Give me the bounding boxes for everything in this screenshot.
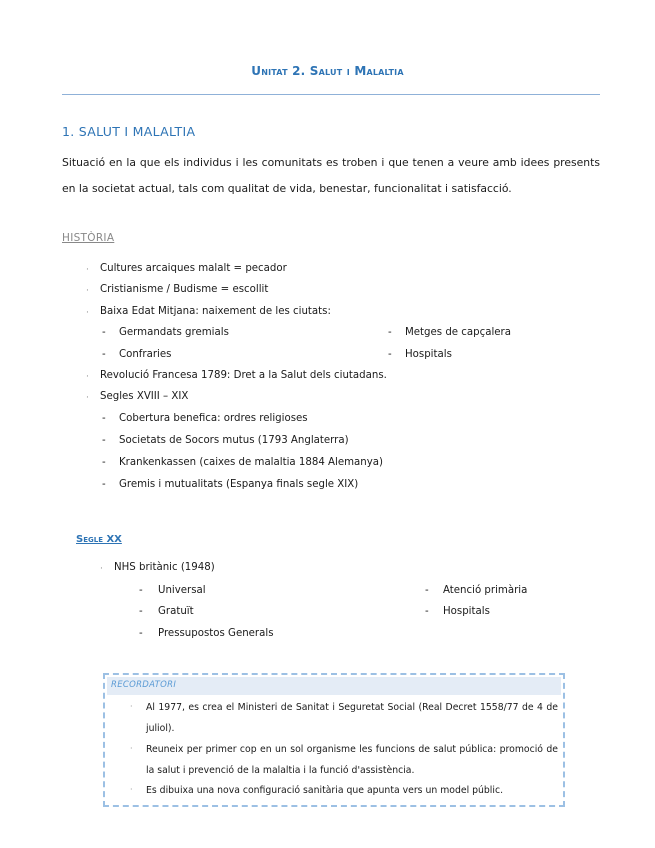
reminder-item: Es dibuixa una nova configuració sanitària que apunta vers un model públic. [146,785,504,796]
nhs-feature: Gratuït [158,606,194,617]
bullet-marker: · [86,393,89,403]
dash-marker: - [102,457,106,468]
reminder-item: Reuneix per primer cop en un sol organisme les funcions de salut pública: promoció de la salut i prevenció de la malaltia i la funció d'assistència. [146,744,558,776]
dash-marker: - [139,585,143,596]
reminder-header [103,677,565,695]
sub-item: Gremis i mutualitats (Espanya finals segle XIX) [119,479,359,490]
sub-item: Metges de capçalera [405,327,511,338]
history-item: Cultures arcaiques malalt = pecador [100,263,287,274]
bullet-marker: · [86,372,89,382]
section-heading: 1. SALUT I MALALTIA [62,124,196,139]
nhs-item: NHS britànic (1948) [114,562,215,573]
dash-marker: - [102,479,106,490]
sub-item: Societats de Socors mutus (1793 Anglaterra) [119,435,349,446]
dash-marker: - [139,628,143,639]
bullet-marker: · [130,702,133,711]
history-item: Baixa Edat Mitjana: naixement de les ciutats: [100,306,331,317]
history-item: Segles XVIII – XIX [100,391,189,402]
dash-marker: - [425,606,429,617]
dash-marker: - [425,585,429,596]
sub-item: Confraries [119,349,172,360]
bullet-marker: · [86,265,89,275]
dash-marker: - [102,413,106,424]
history-item: Cristianisme / Budisme = escollit [100,284,269,295]
segle-xx-heading: Segle XX [76,534,122,545]
nhs-feature: Pressupostos Generals [158,628,274,639]
dash-marker: - [102,435,106,446]
bullet-marker: · [86,286,89,296]
nhs-feature: Atenció primària [443,585,528,596]
dash-marker: - [388,349,392,360]
bullet-marker: · [100,564,103,574]
nhs-feature: Universal [158,585,206,596]
reminder-item: Al 1977, es crea el Ministeri de Sanitat i Seguretat Social (Real Decret 1558/77 de 4 de juliol). [146,702,558,734]
sub-item: Hospitals [405,349,452,360]
bullet-marker: · [130,744,133,753]
dash-marker: - [102,349,106,360]
history-item: Revolució Francesa 1789: Dret a la Salut dels ciutadans. [100,370,387,381]
page-title: Unitat 2. Salut i Malaltia [251,64,404,78]
dash-marker: - [388,327,392,338]
history-heading: HISTÒRIA [62,232,115,244]
sub-item: Krankenkassen (caixes de malaltia 1884 Alemanya) [119,457,383,468]
reminder-title: RECORDATORI [111,680,177,690]
title-divider [62,94,600,95]
bullet-marker: · [130,785,133,794]
dash-marker: - [102,327,106,338]
definition-paragraph: Situació en la que els individus i les comunitats es troben i que tenen a veure amb idees presents en la societat actual, tals com qualitat de vida, benestar, funcionalitat i satisfacció. [62,156,600,195]
sub-item: Germandats gremials [119,327,229,338]
nhs-feature: Hospitals [443,606,490,617]
sub-item: Cobertura benefica: ordres religioses [119,413,308,424]
dash-marker: - [139,606,143,617]
bullet-marker: · [86,308,89,318]
